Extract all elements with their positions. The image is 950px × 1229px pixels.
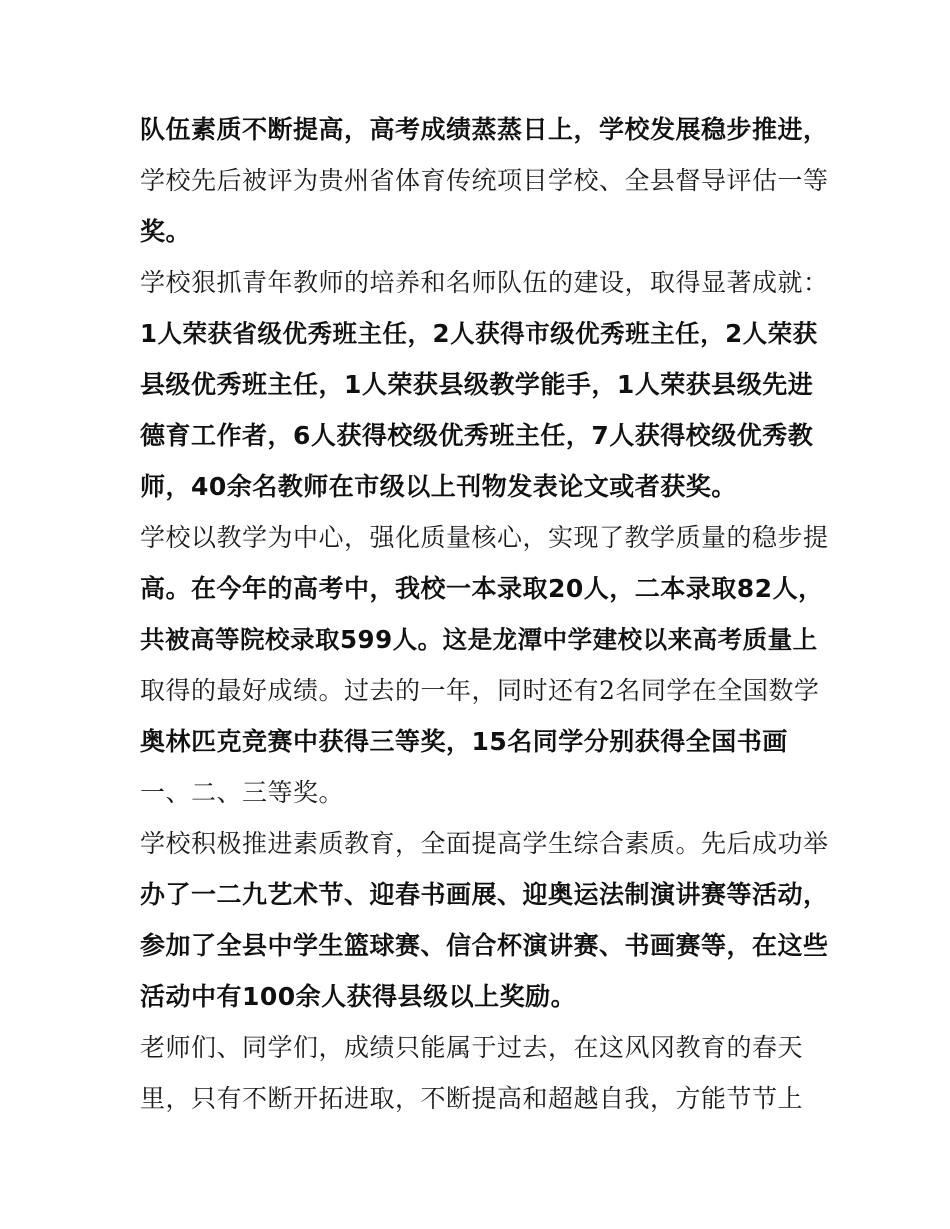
text-line: 德育工作者，6人获得校级优秀班主任，7人获得校级优秀教 xyxy=(140,421,814,450)
text-line: 老师们、同学们，成绩只能属于过去，在这风冈教育的春天 xyxy=(140,1033,804,1062)
text-line: 学校狠抓青年教师的培养和名师队伍的建设，取得显著成就： xyxy=(140,268,829,297)
text-line: 学校以教学为中心，强化质量核心，实现了教学质量的稳步提 xyxy=(140,523,829,552)
text-line: 里，只有不断开拓进取，不断提高和超越自我，方能节节上 xyxy=(140,1084,804,1113)
text-line: 奥林匹克竞赛中获得三等奖，15名同学分别获得全国书画 xyxy=(140,727,788,756)
text-line: 学校先后被评为贵州省体育传统项目学校、全县督导评估一等 xyxy=(140,166,829,195)
text-line: 师，40余名教师在市级以上刊物发表论文或者获奖。 xyxy=(140,472,737,501)
text-line: 县级优秀班主任，1人荣获县级教学能手，1人荣获县级先进 xyxy=(140,370,814,399)
text-line: 共被高等院校录取599人。这是龙潭中学建校以来高考质量上 xyxy=(140,625,818,654)
text-line: 1人荣获省级优秀班主任，2人获得市级优秀班主任，2人荣获 xyxy=(140,319,818,348)
text-line: 高。在今年的高考中，我校一本录取20人，二本录取82人， xyxy=(140,574,824,603)
text-line: 队伍素质不断提高，高考成绩蒸蒸日上，学校发展稳步推进， xyxy=(140,115,829,144)
text-line: 奖。 xyxy=(140,217,192,246)
text-line: 学校积极推进素质教育，全面提高学生综合素质。先后成功举 xyxy=(140,829,829,858)
text-line: 取得的最好成绩。过去的一年，同时还有2名同学在全国数学 xyxy=(140,676,820,705)
text-line: 参加了全县中学生篮球赛、信合杯演讲赛、书画赛等，在这些 xyxy=(140,931,829,960)
text-line: 一、二、三等奖。 xyxy=(140,778,345,807)
text-line: 办了一二九艺术节、迎春书画展、迎奥运法制演讲赛等活动， xyxy=(140,880,829,909)
text-line: 活动中有100余人获得县级以上奖励。 xyxy=(140,982,577,1011)
